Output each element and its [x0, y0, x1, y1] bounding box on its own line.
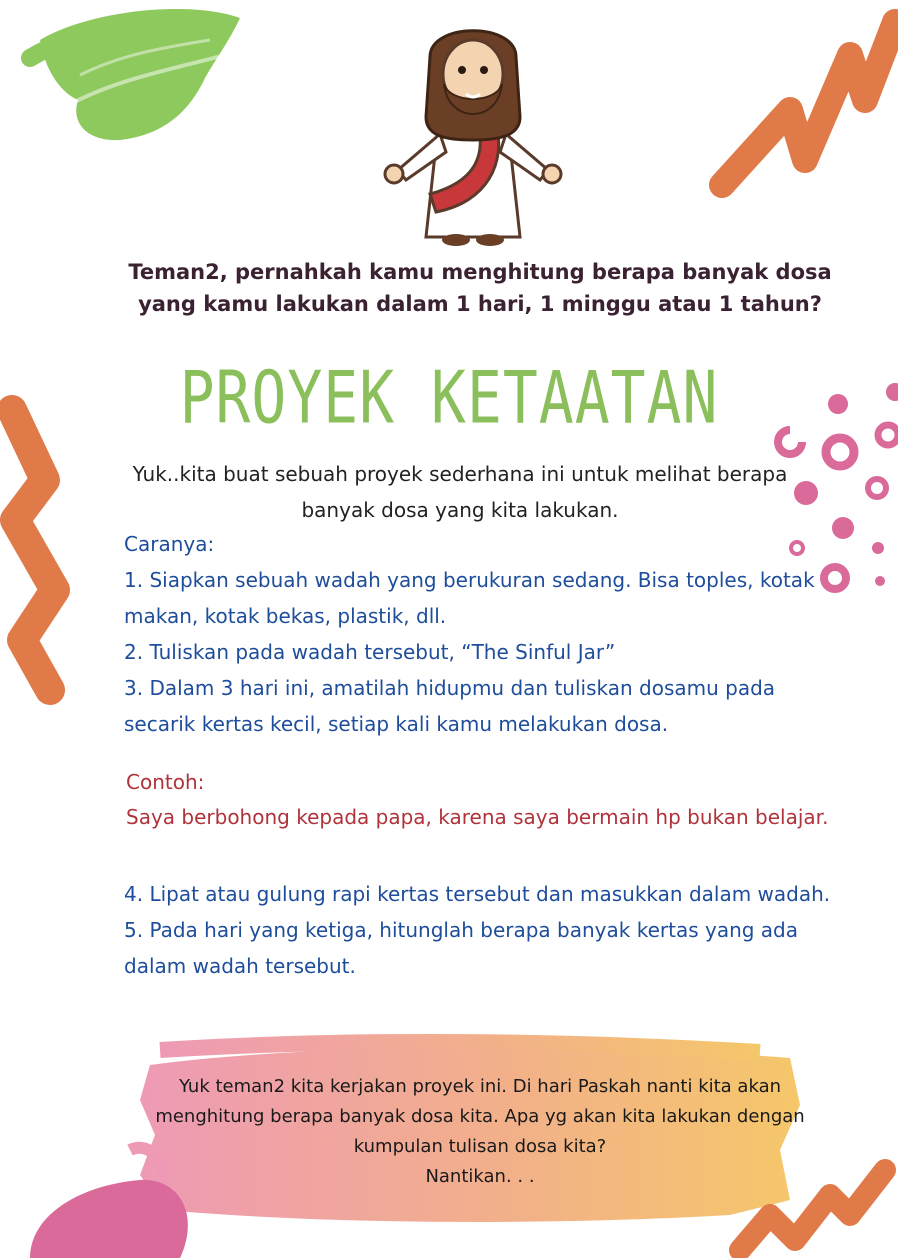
contoh-label: Contoh:	[126, 770, 205, 794]
example-text: Saya berbohong kepada papa, karena saya bermain hp bukan belajar.	[126, 805, 829, 829]
caranya-label: Caranya:	[124, 532, 215, 556]
step-3: 3. Dalam 3 hari ini, amatilah hidupmu dan tuliskan dosamu pada secarik kertas kecil, setiap kali kamu melakukan dosa.	[124, 676, 776, 736]
page-title: PROYEK KETAATAN	[179, 355, 719, 440]
step-4: 4. Lipat atau gulung rapi kertas tersebut dan masukkan dalam wadah.	[124, 882, 831, 906]
step-5: 5. Pada hari yang ketiga, hitunglah berapa banyak kertas yang ada dalam wadah tersebut.	[124, 918, 799, 978]
intro-question: Teman2, pernahkah kamu menghitung berapa banyak dosa yang kamu lakukan dalam 1 hari, 1 minggu atau 1 tahun?	[128, 260, 832, 316]
closing-message	[140, 1072, 820, 1192]
closing-end: Nantikan. . .	[425, 1166, 535, 1187]
orange-zigzag-left	[12, 410, 55, 690]
orange-zigzag-top	[722, 22, 895, 185]
step-2: 2. Tuliskan pada wadah tersebut, “The Sinful Jar”	[124, 640, 616, 664]
intro-text: Yuk..kita buat sebuah proyek sederhana ini untuk melihat berapa banyak dosa yang kita lakukan.	[132, 462, 788, 522]
instructions-part2	[124, 876, 844, 984]
jesus-illustration	[378, 12, 568, 250]
green-paint-stroke	[30, 9, 240, 140]
step-1: 1. Siapkan sebuah wadah yang berukuran sedang. Bisa toples, kotak makan, kotak bekas, plastik, dll.	[124, 568, 815, 628]
closing-text: Yuk teman2 kita kerjakan proyek ini. Di hari Paskah nanti kita akan menghitung berapa banyak dosa kita. Apa yg akan kita lakukan dengan kumpulan tulisan dosa kita?	[155, 1076, 805, 1157]
instructions-part1	[124, 526, 844, 742]
